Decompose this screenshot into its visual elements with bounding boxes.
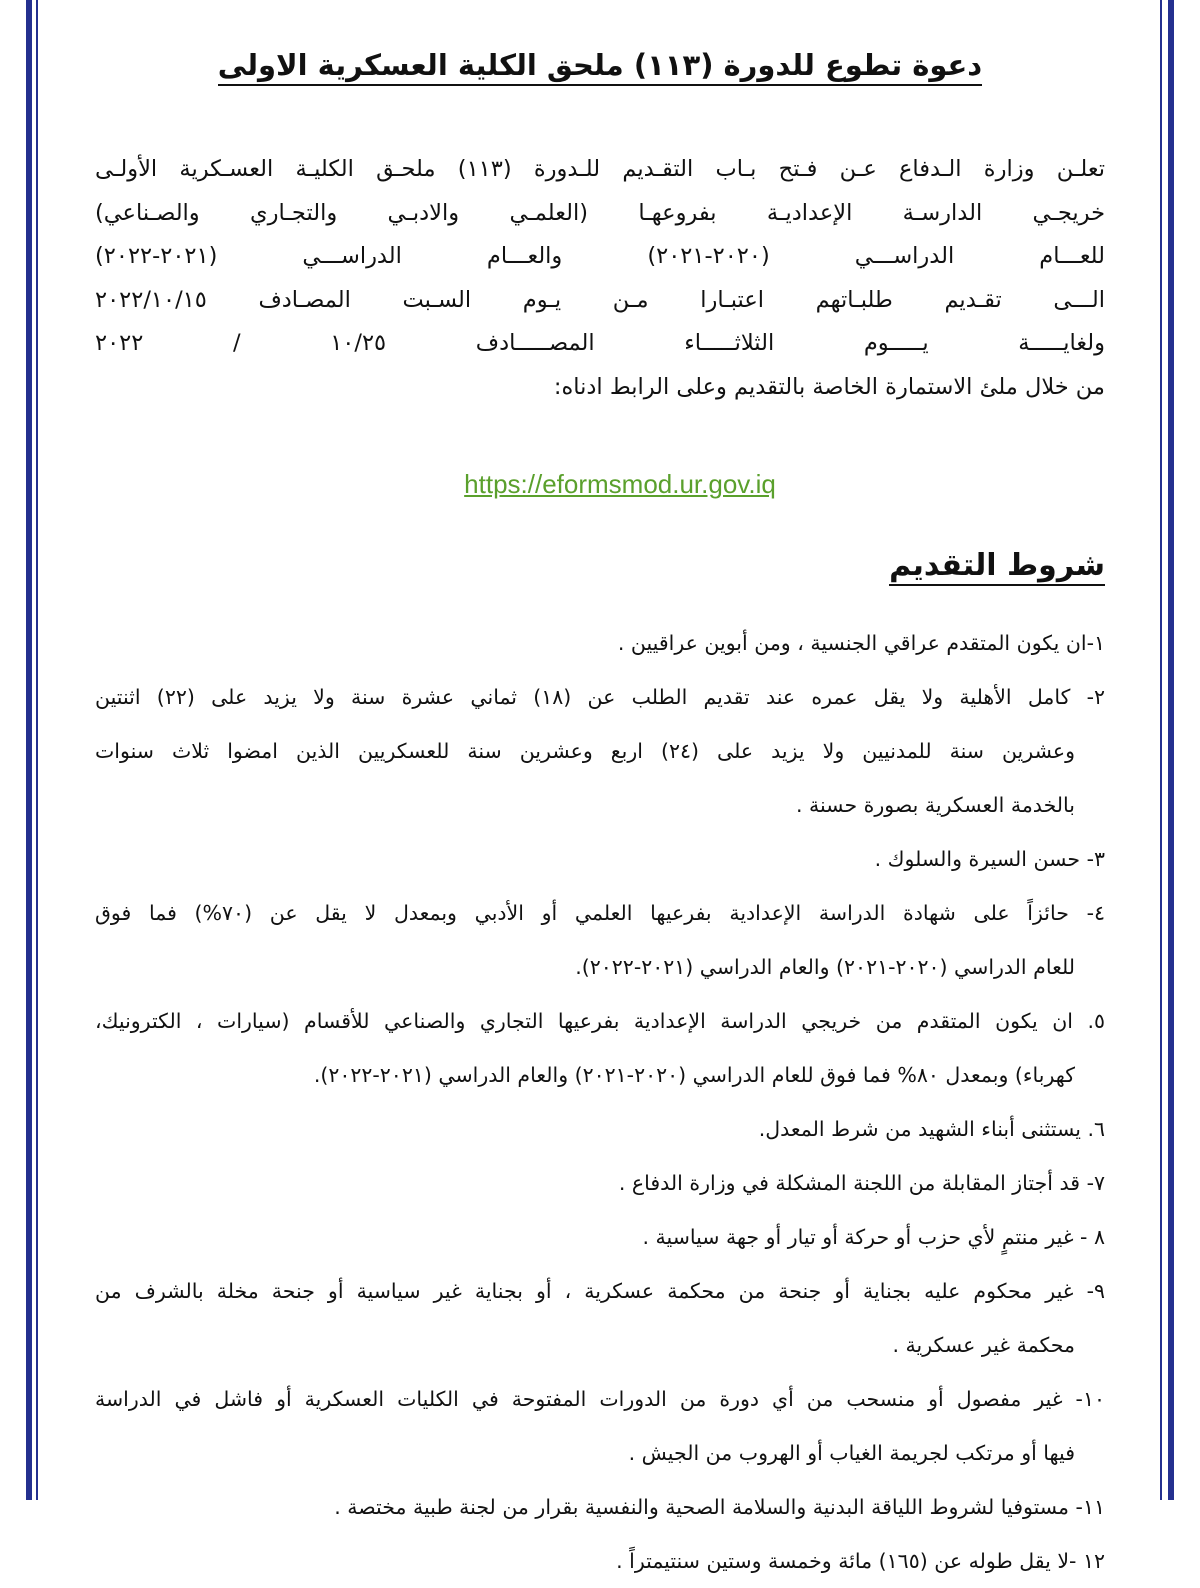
page-border-right-inner (1160, 0, 1162, 1500)
document-title: دعوة تطوع للدورة (١١٣) ملحق الكلية العسكرية الاولى (95, 40, 1105, 90)
condition-line: ١-ان يكون المتقدم عراقي الجنسية ، ومن أبوين عراقيين . (617, 631, 1105, 655)
condition-line: ٩- غير محكوم عليه بجناية أو جنحة من محكمة عسكرية ، أو بجناية غير سياسية أو جنحة مخلة بالشرف من (95, 1279, 1105, 1303)
condition-line: كهرباء) وبمعدل ٨٠% فما فوق للعام الدراسي (٢٠٢٠-٢٠٢١) والعام الدراسي (٢٠٢١-٢٠٢٢). (313, 1063, 1075, 1087)
intro-line: للعـــام الدراســـي (٢٠٢٠-٢٠٢١) والعـــام الدراســـي (٢٠٢١-٢٠٢٢) (95, 243, 1105, 269)
document-content (95, 40, 1105, 1588)
intro-paragraph (95, 148, 1105, 409)
condition-line: محكمة غير عسكرية . (892, 1333, 1075, 1357)
page-border-left-outer (26, 0, 32, 1500)
page-border-right-outer (1168, 0, 1174, 1500)
condition-line: للعام الدراسي (٢٠٢٠-٢٠٢١) والعام الدراسي (٢٠٢١-٢٠٢٢). (575, 955, 1075, 979)
condition-line: ٢- كامل الأهلية ولا يقل عمره عند تقديم الطلب عن (١٨) ثماني عشرة سنة ولا يزيد على (٢٢) اثنتين (95, 685, 1105, 709)
intro-line: ولغايـــــة يـــــوم الثلاثـــــاء المصـــــادف ١٠/٢٥ / ٢٠٢٢ (95, 330, 1105, 356)
condition-line: ٥. ان يكون المتقدم من خريجي الدراسة الإعدادية بفرعيها التجاري والصناعي للأقسام (سيارات ، الكترونيك، (95, 1009, 1105, 1033)
intro-line: خريجـي الدارسـة الإعداديـة بفروعهـا (العلمـي والادبـي والتجـاري والصـناعي) (95, 199, 1105, 226)
condition-line: ٣- حسن السيرة والسلوك . (874, 847, 1105, 871)
condition-line: بالخدمة العسكرية بصورة حسنة . (795, 793, 1075, 817)
condition-line: ١٠- غير مفصول أو منسحب من أي دورة من الدورات المفتوحة في الكليات العسكرية أو فاشل في الدراسة (95, 1387, 1105, 1411)
conditions-heading: شروط التقديم (95, 542, 1105, 590)
page-border-left-inner (36, 0, 38, 1500)
condition-line: ١٢ -لا يقل طوله عن (١٦٥) مائة وخمسة وستين سنتيمتراً . (616, 1549, 1105, 1573)
intro-line: تعلـن وزارة الـدفاع عـن فـتح بـاب التقـديم للـدورة (١١٣) ملحـق الكليـة العسـكرية الأولـى (95, 156, 1105, 182)
condition-line: ٤- حائزاً على شهادة الدراسة الإعدادية بفرعيها العلمي أو الأدبي وبمعدل لا يقل عن (٧٠%) فما فوق (95, 901, 1106, 925)
application-link[interactable]: https://eformsmod.ur.gov.iq (464, 469, 776, 499)
condition-line: فيها أو مرتكب لجريمة الغياب أو الهروب من الجيش . (628, 1441, 1075, 1465)
condition-line: وعشرين سنة للمدنيين ولا يزيد على (٢٤) اربع وعشرين سنة للعسكريين الذين امضوا ثلاث سنوات (95, 739, 1075, 763)
condition-line: ٧- قد أجتاز المقابلة من اللجنة المشكلة في وزارة الدفاع . (618, 1171, 1105, 1195)
conditions-list (95, 616, 1105, 1588)
condition-line: ٨ - غير منتمٍ لأي حزب أو حركة أو تيار أو جهة سياسية . (642, 1225, 1105, 1249)
condition-line: ٦. يستثنى أبناء الشهيد من شرط المعدل. (758, 1117, 1105, 1141)
intro-line: من خلال ملئ الاستمارة الخاصة بالتقديم وعلى الرابط ادناه: (553, 373, 1105, 400)
intro-line: الـــى تقـديم طلبـاتهم اعتبـارا مـن يـوم السـبت المصـادف ٢٠٢٢/١٠/١٥ (95, 286, 1105, 313)
condition-line: ١١- مستوفيا لشروط اللياقة البدنية والسلامة الصحية والنفسية بقرار من لجنة طبية مختصة . (334, 1495, 1105, 1519)
